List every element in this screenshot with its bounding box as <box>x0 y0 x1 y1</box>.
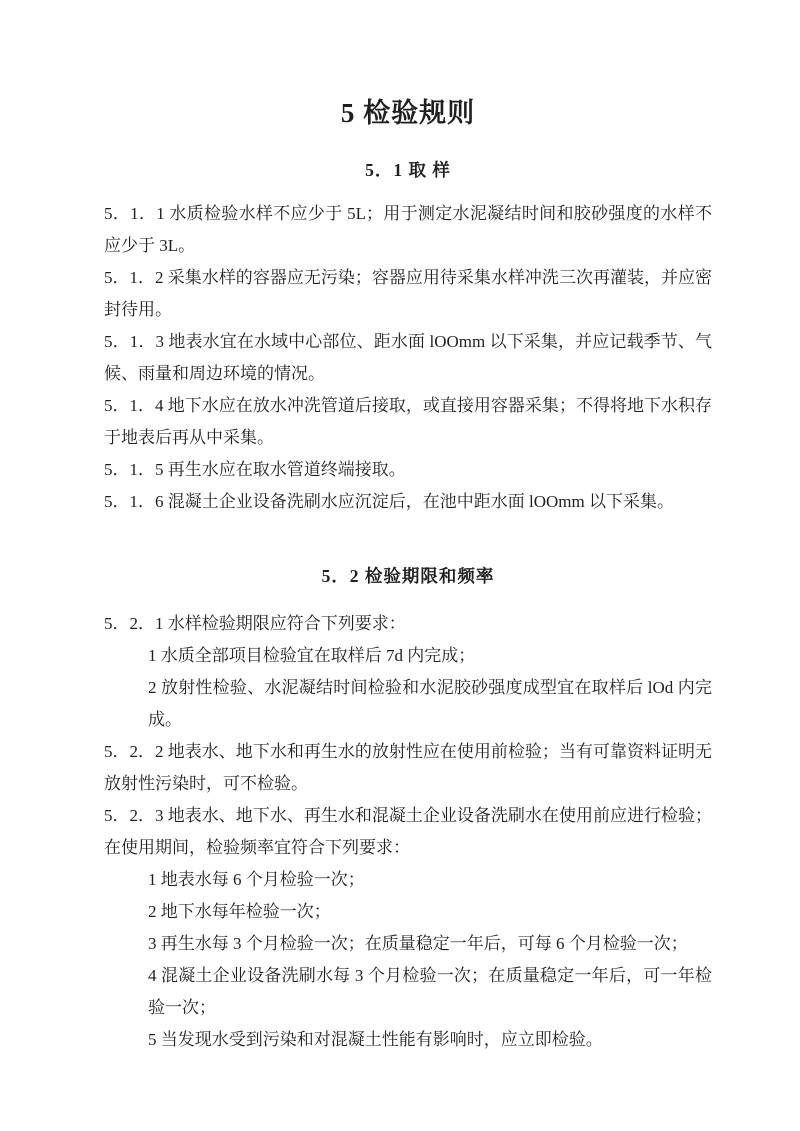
chapter-title: 5 检验规则 <box>340 98 476 128</box>
clause-5-2-1: 5．2．1 水样检验期限应符合下列要求： <box>104 614 406 633</box>
clause-5-2-3-item-2: 2 地下水每年检验一次； <box>148 902 331 921</box>
clause-5-1-2: 5．1．2 采集水样的容器应无污染；容器应用待采集水样冲洗三次再灌装，并应密封待用。 <box>104 268 712 319</box>
clause-5-1-4: 5．1．4 地下水应在放水冲洗管道后接取，或直接用容器采集；不得将地下水积存于地表后再从中采集。 <box>104 396 712 447</box>
section-heading-sampling: 5．1 取 样 <box>365 160 451 180</box>
clause-5-1-6: 5．1．6 混凝土企业设备洗刷水应沉淀后，在池中距水面 lOOmm 以下采集。 <box>104 492 674 511</box>
clause-5-2-1-item-2: 2 放射性检验、水泥凝结时间检验和水泥胶砂强度成型宜在取样后 lOd 内完成。 <box>148 678 712 729</box>
clause-5-1-1: 5．1．1 水质检验水样不应少于 5L；用于测定水泥凝结时间和胶砂强度的水样不应少于 3L。 <box>104 204 712 255</box>
clause-5-1-5: 5．1．5 再生水应在取水管道终端接取。 <box>104 460 406 479</box>
clause-5-2-3-item-4: 4 混凝土企业设备洗刷水每 3 个月检验一次；在质量稳定一年后，可一年检验一次； <box>148 966 712 1017</box>
clause-5-2-1-item-1: 1 水质全部项目检验宜在取样后 7d 内完成； <box>148 646 476 665</box>
clause-5-1-3: 5．1．3 地表水宜在水域中心部位、距水面 lOOmm 以下采集，并应记载季节、气候、雨量和周边环境的情况。 <box>104 332 712 383</box>
section-heading-period-frequency: 5．2 检验期限和频率 <box>321 566 495 586</box>
clause-5-2-3-item-1: 1 地表水每 6 个月检验一次； <box>148 870 365 889</box>
clause-5-2-2: 5．2．2 地表水、地下水和再生水的放射性应在使用前检验；当有可靠资料证明无放射性污染时，可不检验。 <box>104 742 712 793</box>
clause-5-2-3-item-5: 5 当发现水受到污染和对混凝土性能有影响时，应立即检验。 <box>148 1030 603 1049</box>
clause-5-2-3-item-3: 3 再生水每 3 个月检验一次；在质量稳定一年后，可每 6 个月检验一次； <box>148 934 688 953</box>
clause-5-2-3: 5．2．3 地表水、地下水、再生水和混凝土企业设备洗刷水在使用前应进行检验；在使用期间，检验频率宜符合下列要求： <box>104 806 712 857</box>
